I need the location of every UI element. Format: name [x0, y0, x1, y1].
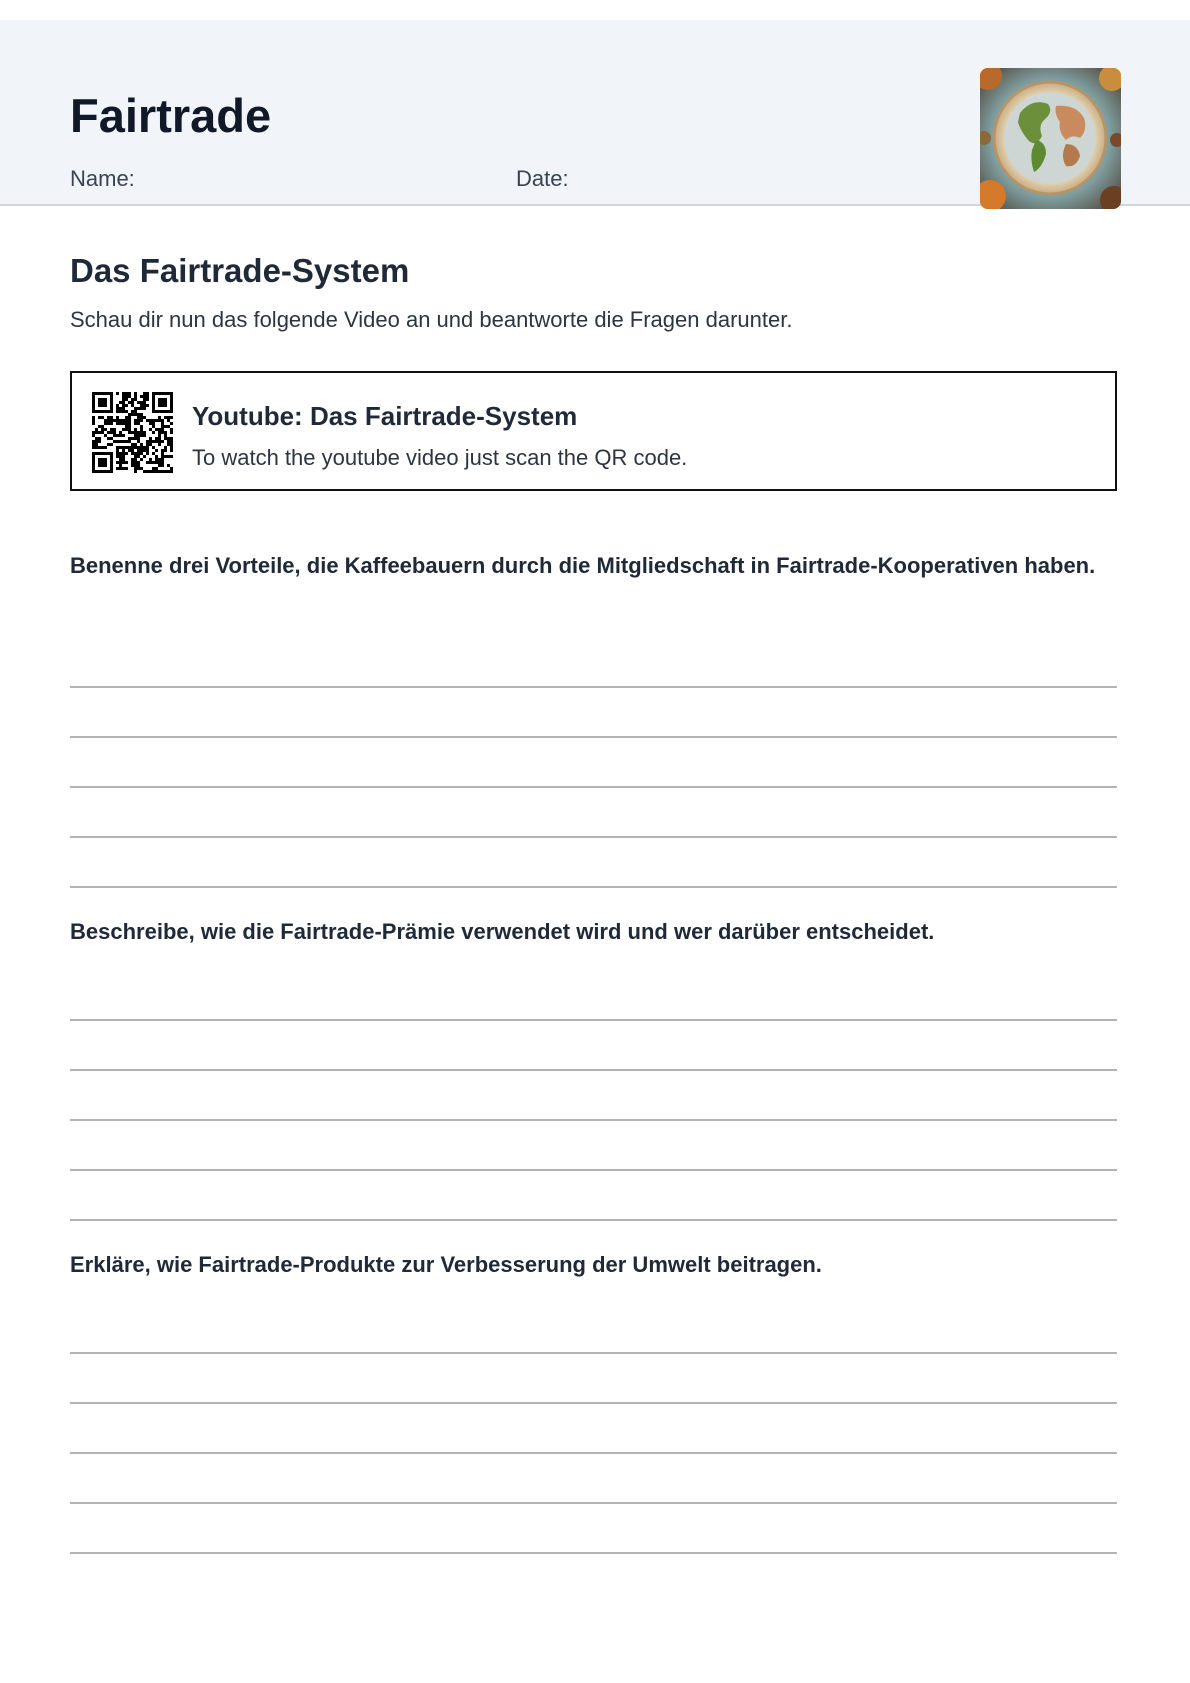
question-2: Beschreibe, wie die Fairtrade-Prämie verwendet wird und wer darüber entscheidet.	[70, 919, 935, 944]
answer-line[interactable]	[70, 886, 1117, 888]
answer-line[interactable]	[70, 686, 1117, 688]
video-title: Youtube: Das Fairtrade-System	[192, 401, 578, 431]
answer-line[interactable]	[70, 1169, 1117, 1171]
answer-line[interactable]	[70, 1119, 1117, 1121]
name-label: Name:	[70, 166, 135, 191]
section-title: Das Fairtrade-System	[70, 252, 410, 289]
answer-line[interactable]	[70, 1452, 1117, 1454]
answer-line[interactable]	[70, 1502, 1117, 1504]
question-1: Benenne drei Vorteile, die Kaffeebauern durch die Mitgliedschaft in Fairtrade-Kooperativen haben.	[70, 553, 1096, 578]
worksheet-title: Fairtrade	[70, 89, 272, 142]
answer-line[interactable]	[70, 1019, 1117, 1021]
qr-code-icon	[92, 392, 173, 473]
worksheet-header	[0, 20, 1190, 206]
answer-line[interactable]	[70, 736, 1117, 738]
answer-line[interactable]	[70, 1402, 1117, 1404]
answer-line[interactable]	[70, 1219, 1117, 1221]
date-label: Date:	[516, 166, 569, 191]
video-callout	[70, 371, 1117, 491]
question-3: Erkläre, wie Fairtrade-Produkte zur Verbesserung der Umwelt beitragen.	[70, 1252, 822, 1277]
answer-line[interactable]	[70, 1069, 1117, 1071]
answer-line[interactable]	[70, 786, 1117, 788]
section-instructions: Schau dir nun das folgende Video an und beantworte die Fragen darunter.	[70, 307, 793, 332]
answer-line[interactable]	[70, 836, 1117, 838]
answer-line[interactable]	[70, 1552, 1117, 1554]
video-description: To watch the youtube video just scan the QR code.	[192, 445, 688, 470]
answer-line[interactable]	[70, 1352, 1117, 1354]
globe-image	[980, 68, 1121, 209]
